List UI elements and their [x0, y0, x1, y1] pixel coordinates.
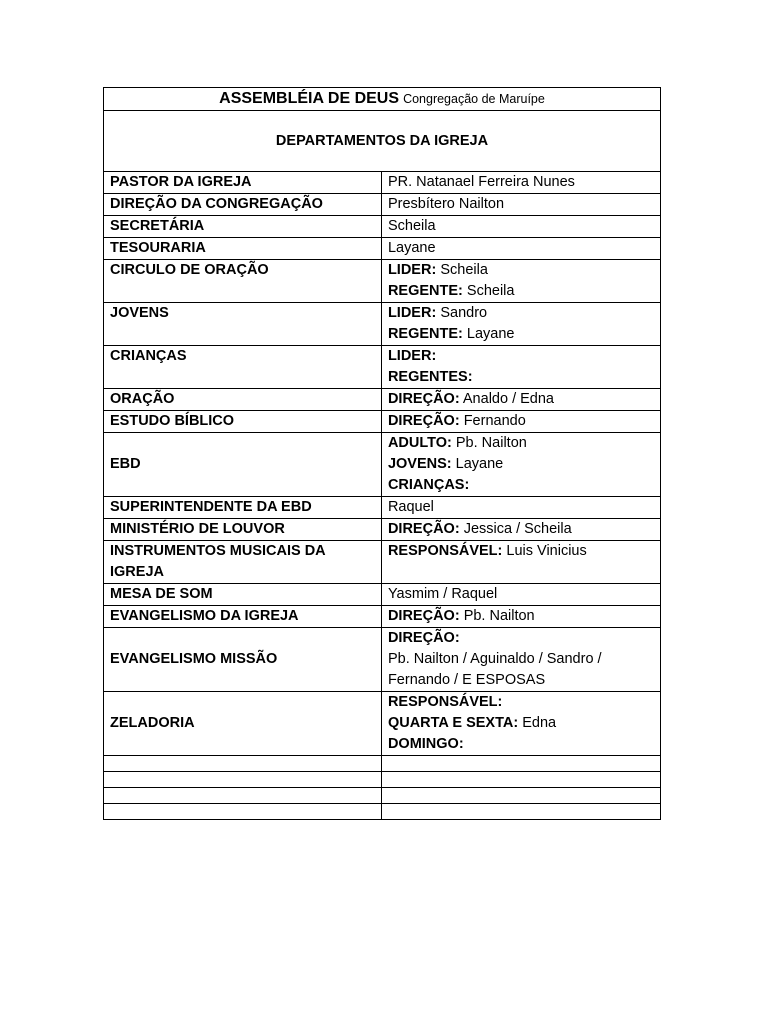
empty-row	[104, 772, 661, 788]
assignment-line	[388, 172, 654, 193]
empty-row	[104, 804, 661, 820]
table-row	[104, 260, 661, 303]
person-name: Yasmim / Raquel	[387, 586, 498, 602]
role-label: REGENTES:	[387, 369, 473, 385]
page-title: DEPARTAMENTOS DA IGREJA	[104, 111, 661, 172]
role-label: ADULTO:	[387, 435, 452, 451]
department-name: ZELADORIA	[104, 692, 382, 756]
role-label: RESPONSÁVEL:	[387, 694, 503, 710]
department-assignment	[381, 260, 660, 303]
empty-row	[104, 756, 661, 772]
assignment-line	[388, 346, 654, 367]
department-assignment	[381, 497, 660, 519]
role-label: REGENTE:	[387, 283, 463, 299]
header-cell	[104, 88, 661, 111]
assignment-line	[388, 475, 654, 496]
table-row	[104, 389, 661, 411]
assignment-line	[388, 238, 654, 259]
department-assignment	[381, 346, 660, 389]
assignment-line	[388, 606, 654, 627]
person-name: Pb. Nailton	[463, 608, 535, 624]
assignment-line	[388, 713, 654, 734]
assignment-line	[388, 303, 654, 324]
table-row	[104, 238, 661, 260]
department-assignment	[381, 628, 660, 692]
person-name: Layane	[466, 326, 515, 342]
empty-cell	[104, 772, 382, 788]
role-label: LIDER:	[387, 348, 437, 364]
empty-cell	[381, 772, 660, 788]
assignment-line	[388, 194, 654, 215]
department-assignment	[381, 194, 660, 216]
table-row	[104, 346, 661, 389]
assignment-line	[388, 367, 654, 388]
congregation-name: Congregação de Maruípe	[403, 92, 545, 106]
role-label: DIREÇÃO:	[387, 391, 460, 407]
person-name: Scheila	[387, 218, 436, 234]
table-row	[104, 194, 661, 216]
department-assignment	[381, 541, 660, 584]
department-assignment	[381, 303, 660, 346]
person-name: Scheila	[466, 283, 515, 299]
assignment-line	[388, 584, 654, 605]
assignment-line	[388, 433, 654, 454]
role-label: QUARTA E SEXTA:	[387, 715, 519, 731]
department-name: JOVENS	[104, 303, 382, 346]
assignment-line	[388, 260, 654, 281]
person-name: Layane	[455, 456, 504, 472]
department-name: EVANGELISMO DA IGREJA	[104, 606, 382, 628]
person-name: Layane	[387, 240, 436, 256]
person-name: Presbítero Nailton	[387, 196, 505, 212]
table-row	[104, 497, 661, 519]
table-row	[104, 303, 661, 346]
assignment-line	[388, 216, 654, 237]
department-name: SUPERINTENDENTE DA EBD	[104, 497, 382, 519]
table-row	[104, 606, 661, 628]
department-name: EBD	[104, 433, 382, 497]
table-row	[104, 584, 661, 606]
empty-row	[104, 788, 661, 804]
person-name: Edna	[522, 715, 557, 731]
department-name: MESA DE SOM	[104, 584, 382, 606]
assignment-line	[388, 649, 654, 691]
church-name: ASSEMBLÉIA DE DEUS	[219, 90, 400, 107]
empty-cell	[104, 788, 382, 804]
department-assignment	[381, 389, 660, 411]
department-name: ORAÇÃO	[104, 389, 382, 411]
empty-cell	[381, 788, 660, 804]
header-row	[104, 88, 661, 111]
role-label: LIDER:	[387, 305, 437, 321]
table-row	[104, 433, 661, 497]
role-label: CRIANÇAS:	[387, 477, 470, 493]
table-row	[104, 541, 661, 584]
department-name: CIRCULO DE ORAÇÃO	[104, 260, 382, 303]
role-label: REGENTE:	[387, 326, 463, 342]
assignment-line	[388, 324, 654, 345]
department-assignment	[381, 411, 660, 433]
role-label: DIREÇÃO:	[387, 521, 460, 537]
role-label: DIREÇÃO:	[387, 630, 460, 646]
person-name: Scheila	[440, 262, 488, 278]
department-name: SECRETÁRIA	[104, 216, 382, 238]
department-assignment	[381, 238, 660, 260]
empty-cell	[381, 756, 660, 772]
department-name: CRIANÇAS	[104, 346, 382, 389]
table-row	[104, 692, 661, 756]
department-name: MINISTÉRIO DE LOUVOR	[104, 519, 382, 541]
role-label: DOMINGO:	[387, 736, 464, 752]
person-name: Pb. Nailton / Aguinaldo / Sandro / Fernando / E ESPOSAS	[387, 651, 602, 688]
empty-cell	[381, 804, 660, 820]
department-name: ESTUDO BÍBLICO	[104, 411, 382, 433]
table-row	[104, 519, 661, 541]
person-name: Pb. Nailton	[455, 435, 527, 451]
assignment-line	[388, 454, 654, 475]
table-row	[104, 411, 661, 433]
department-assignment	[381, 172, 660, 194]
department-name: INSTRUMENTOS MUSICAIS DA IGREJA	[104, 541, 382, 584]
title-row	[104, 111, 661, 172]
department-assignment	[381, 216, 660, 238]
empty-cell	[104, 804, 382, 820]
table-row	[104, 628, 661, 692]
table-row	[104, 172, 661, 194]
empty-cell	[104, 756, 382, 772]
department-assignment	[381, 519, 660, 541]
role-label: DIREÇÃO:	[387, 413, 460, 429]
departments-table	[103, 87, 661, 820]
assignment-line	[388, 692, 654, 713]
assignment-line	[388, 497, 654, 518]
department-assignment	[381, 692, 660, 756]
assignment-line	[388, 734, 654, 755]
person-name: Fernando	[463, 413, 526, 429]
person-name: Analdo / Edna	[462, 391, 554, 407]
role-label: RESPONSÁVEL:	[387, 543, 503, 559]
department-assignment	[381, 584, 660, 606]
assignment-line	[388, 389, 654, 410]
person-name: PR. Natanael Ferreira Nunes	[387, 174, 575, 190]
assignment-line	[388, 628, 654, 649]
department-assignment	[381, 433, 660, 497]
department-name: DIREÇÃO DA CONGREGAÇÃO	[104, 194, 382, 216]
departments-table-body	[104, 88, 661, 820]
department-name: PASTOR DA IGREJA	[104, 172, 382, 194]
assignment-line	[388, 519, 654, 540]
department-name: TESOURARIA	[104, 238, 382, 260]
department-assignment	[381, 606, 660, 628]
role-label: LIDER:	[387, 262, 437, 278]
person-name: Raquel	[387, 499, 434, 515]
assignment-line	[388, 411, 654, 432]
role-label: DIREÇÃO:	[387, 608, 460, 624]
person-name: Sandro	[440, 305, 488, 321]
person-name: Jessica / Scheila	[463, 521, 572, 537]
role-label: JOVENS:	[387, 456, 452, 472]
assignment-line	[388, 541, 654, 562]
table-row	[104, 216, 661, 238]
assignment-line	[388, 281, 654, 302]
department-name: EVANGELISMO MISSÃO	[104, 628, 382, 692]
person-name: Luis Vinicius	[506, 543, 587, 559]
